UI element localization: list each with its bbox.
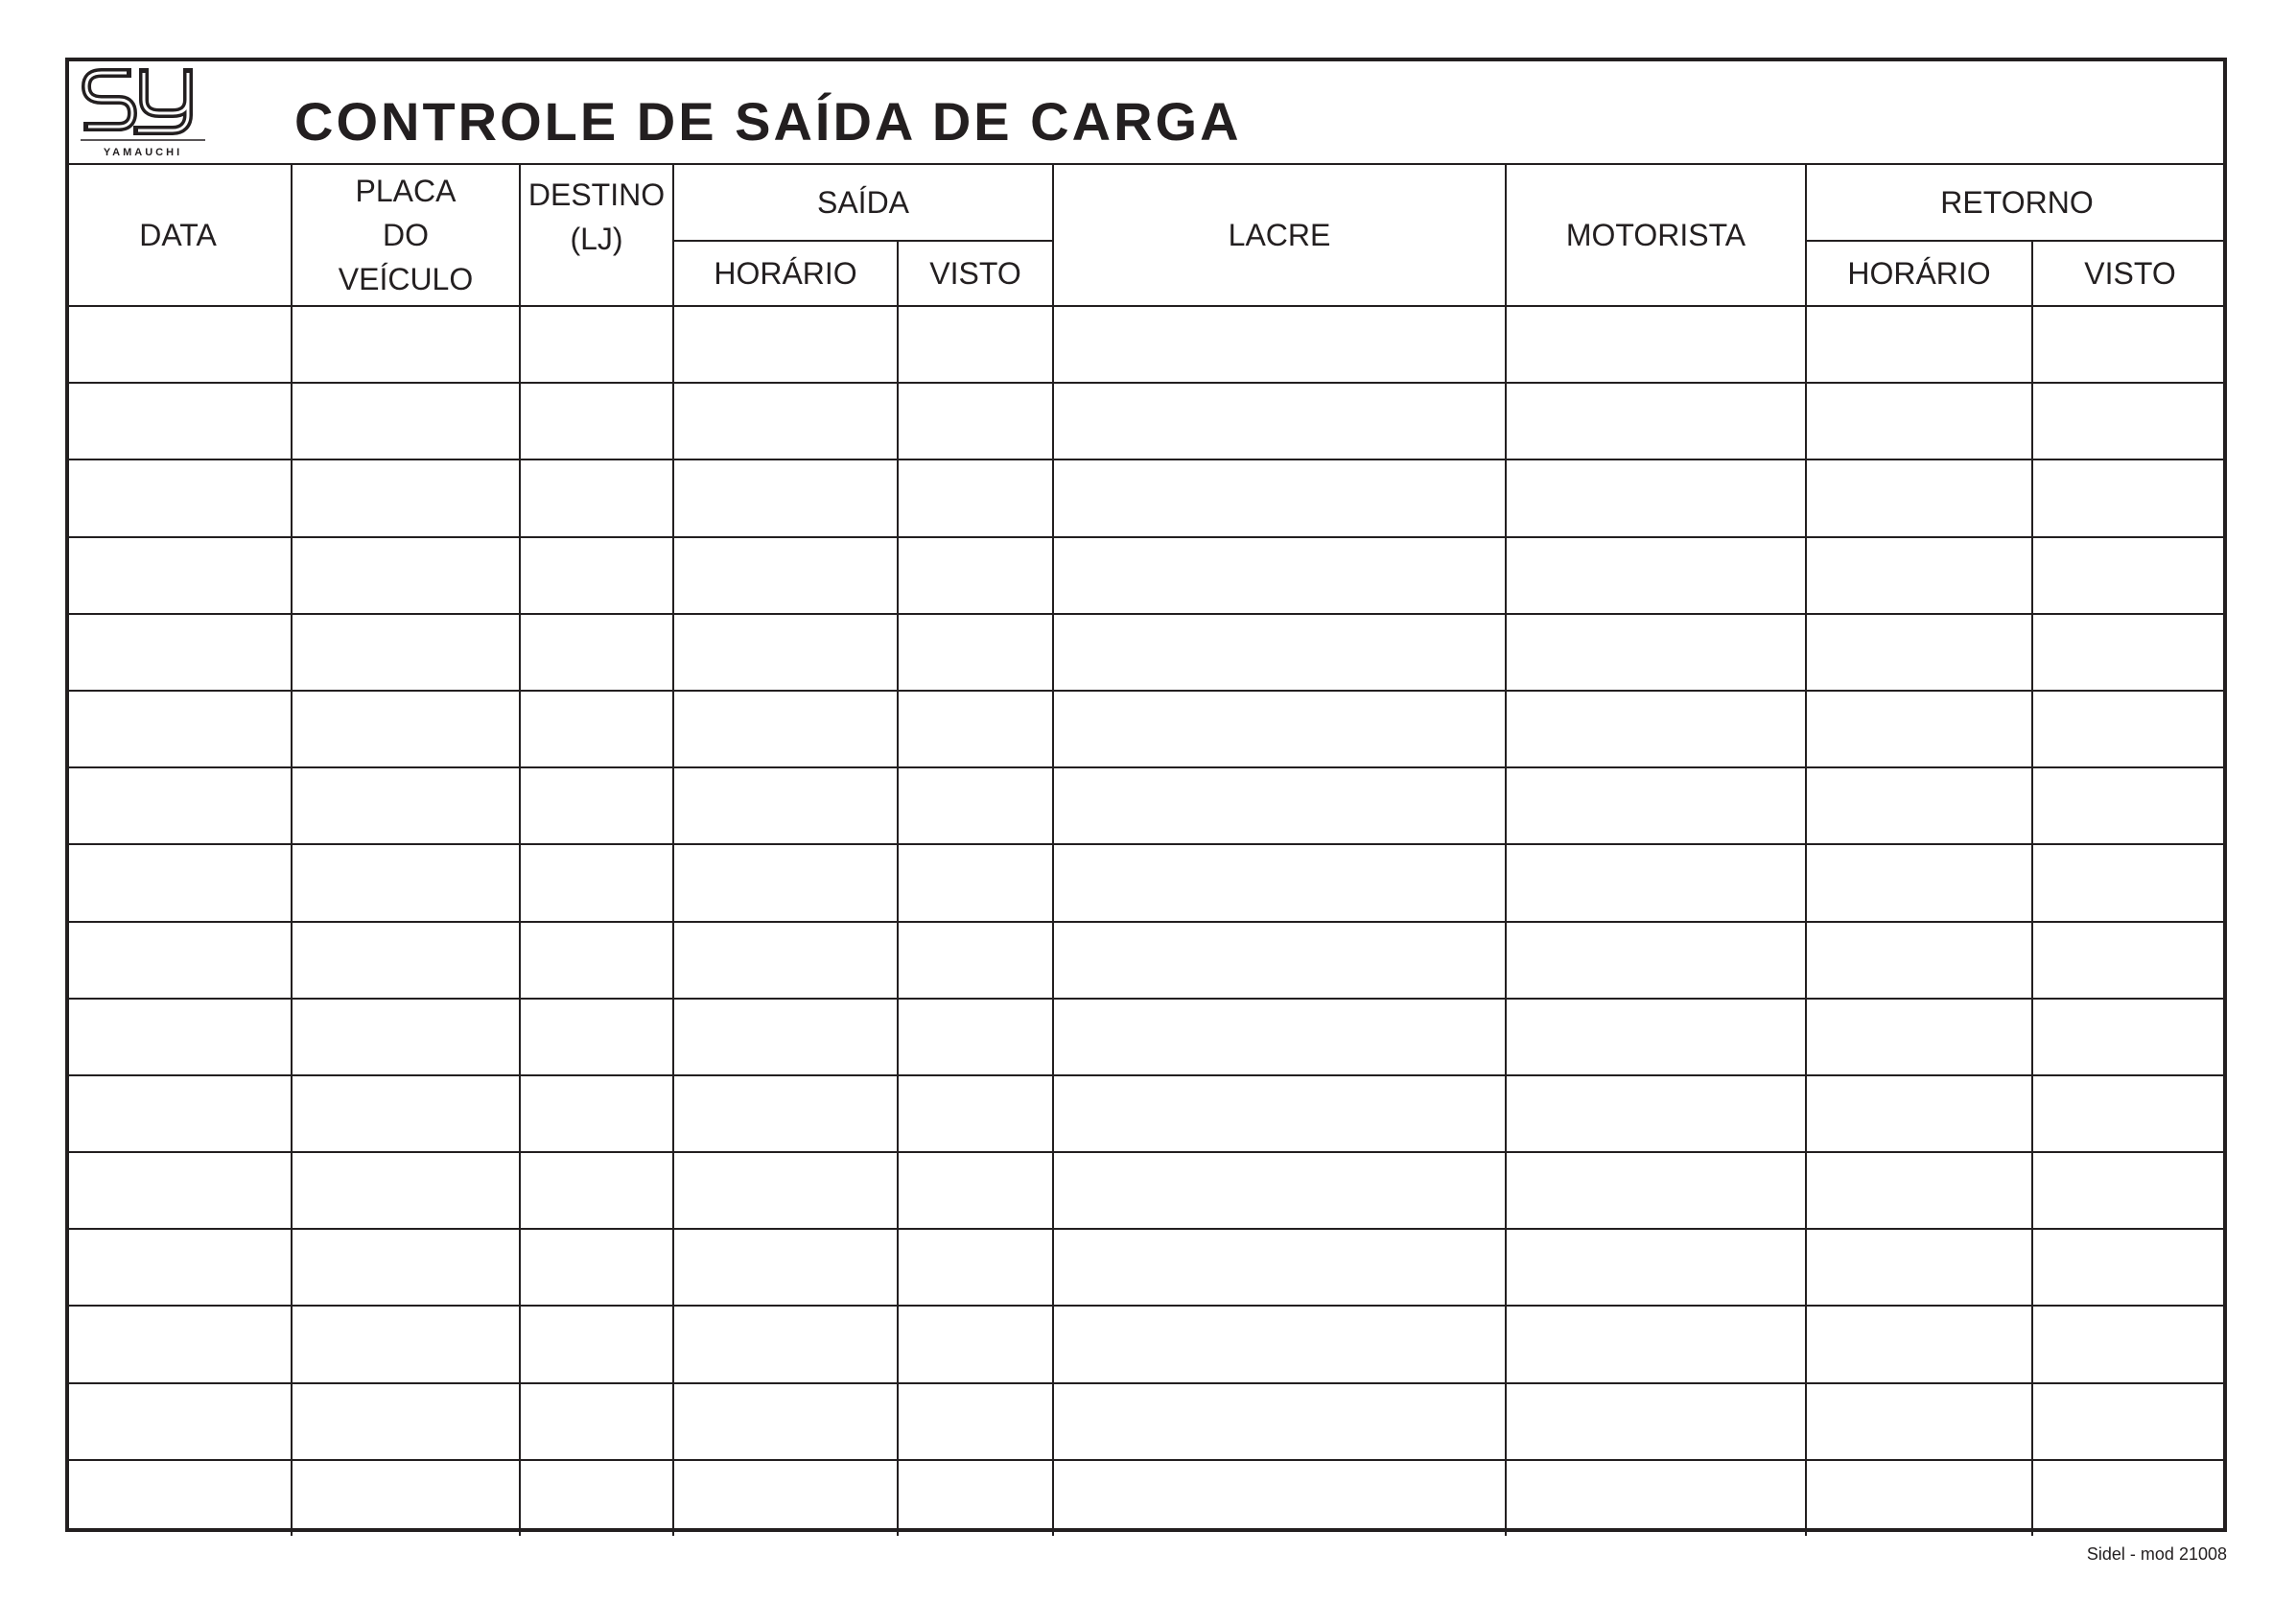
table-row — [65, 999, 2227, 1075]
cell-motorista[interactable] — [1506, 1075, 1806, 1152]
cell-retorno-horario[interactable] — [1806, 767, 2032, 844]
cell-retorno-visto[interactable] — [2032, 999, 2227, 1075]
cell-placa[interactable] — [292, 1306, 520, 1382]
cell-destino[interactable] — [520, 1306, 673, 1382]
cell-lacre[interactable] — [1053, 1383, 1506, 1460]
cell-motorista[interactable] — [1506, 1152, 1806, 1229]
placa-line-1: PLACA — [355, 174, 457, 208]
cell-retorno-visto[interactable] — [2032, 1152, 2227, 1229]
cell-motorista[interactable] — [1506, 1229, 1806, 1306]
cell-retorno-visto[interactable] — [2032, 1075, 2227, 1152]
cell-data[interactable] — [65, 1306, 292, 1382]
placa-line-2: DO — [383, 218, 429, 252]
cell-saida-visto[interactable] — [898, 844, 1053, 921]
cell-saida-visto[interactable] — [898, 922, 1053, 999]
cell-data[interactable] — [65, 537, 292, 614]
cell-data[interactable] — [65, 767, 292, 844]
cell-retorno-visto[interactable] — [2032, 767, 2227, 844]
destino-line-2: (LJ) — [570, 222, 623, 256]
cell-retorno-horario[interactable] — [1806, 614, 2032, 691]
cell-retorno-visto[interactable] — [2032, 537, 2227, 614]
cell-placa[interactable] — [292, 1229, 520, 1306]
cell-motorista[interactable] — [1506, 537, 1806, 614]
cell-saida-horario[interactable] — [673, 1075, 898, 1152]
cell-saida-horario[interactable] — [673, 306, 898, 383]
cell-lacre[interactable] — [1053, 1152, 1506, 1229]
cell-data[interactable] — [65, 459, 292, 536]
form-body — [65, 306, 2227, 1536]
cell-data[interactable] — [65, 383, 292, 459]
cell-motorista[interactable] — [1506, 691, 1806, 767]
cell-motorista[interactable] — [1506, 306, 1806, 383]
col-retorno-header: RETORNO — [1806, 164, 2227, 241]
cell-retorno-visto[interactable] — [2032, 459, 2227, 536]
form-sheet — [65, 58, 2227, 1532]
cell-lacre[interactable] — [1053, 459, 1506, 536]
cell-retorno-horario[interactable] — [1806, 383, 2032, 459]
cell-motorista[interactable] — [1506, 1306, 1806, 1382]
cell-saida-horario[interactable] — [673, 1306, 898, 1382]
cell-placa[interactable] — [292, 922, 520, 999]
cell-motorista[interactable] — [1506, 1460, 1806, 1536]
cell-saida-visto[interactable] — [898, 1460, 1053, 1536]
cell-data[interactable] — [65, 999, 292, 1075]
cell-saida-visto[interactable] — [898, 1075, 1053, 1152]
cell-destino[interactable] — [520, 537, 673, 614]
cell-placa[interactable] — [292, 999, 520, 1075]
placa-line-3: VEÍCULO — [338, 262, 474, 296]
table-row — [65, 767, 2227, 844]
cell-destino[interactable] — [520, 1229, 673, 1306]
cell-destino[interactable] — [520, 1075, 673, 1152]
cell-motorista[interactable] — [1506, 999, 1806, 1075]
table-row — [65, 922, 2227, 999]
cell-lacre[interactable] — [1053, 383, 1506, 459]
cell-saida-horario[interactable] — [673, 1383, 898, 1460]
cell-saida-horario[interactable] — [673, 1152, 898, 1229]
cell-saida-horario[interactable] — [673, 1460, 898, 1536]
cell-saida-horario[interactable] — [673, 691, 898, 767]
cell-saida-visto[interactable] — [898, 1152, 1053, 1229]
cell-placa[interactable] — [292, 537, 520, 614]
cell-destino[interactable] — [520, 1152, 673, 1229]
table-row — [65, 459, 2227, 536]
cell-retorno-horario[interactable] — [1806, 922, 2032, 999]
cell-saida-visto[interactable] — [898, 999, 1053, 1075]
cell-retorno-horario[interactable] — [1806, 844, 2032, 921]
col-data-header: DATA — [65, 164, 292, 306]
destino-line-1: DESTINO — [527, 177, 666, 212]
table-row — [65, 306, 2227, 383]
cell-saida-visto[interactable] — [898, 537, 1053, 614]
cell-saida-horario[interactable] — [673, 383, 898, 459]
cell-retorno-visto[interactable] — [2032, 1306, 2227, 1382]
cell-data[interactable] — [65, 1383, 292, 1460]
table-row — [65, 614, 2227, 691]
cell-lacre[interactable] — [1053, 999, 1506, 1075]
cell-data[interactable] — [65, 306, 292, 383]
cell-motorista[interactable] — [1506, 922, 1806, 999]
cell-retorno-visto[interactable] — [2032, 614, 2227, 691]
cell-destino[interactable] — [520, 844, 673, 921]
table-row — [65, 537, 2227, 614]
cell-lacre[interactable] — [1053, 1075, 1506, 1152]
table-row — [65, 691, 2227, 767]
cell-motorista[interactable] — [1506, 614, 1806, 691]
cell-saida-visto[interactable] — [898, 1229, 1053, 1306]
cell-retorno-visto[interactable] — [2032, 1460, 2227, 1536]
cell-saida-horario[interactable] — [673, 767, 898, 844]
cell-placa[interactable] — [292, 306, 520, 383]
cell-retorno-horario[interactable] — [1806, 459, 2032, 536]
table-row — [65, 1229, 2227, 1306]
cell-retorno-horario[interactable] — [1806, 1152, 2032, 1229]
col-saida-visto-header: VISTO — [898, 241, 1053, 306]
cell-saida-visto[interactable] — [898, 691, 1053, 767]
cell-data[interactable] — [65, 844, 292, 921]
cell-saida-horario[interactable] — [673, 459, 898, 536]
cell-lacre[interactable] — [1053, 691, 1506, 767]
yamauchi-logo-icon — [81, 65, 211, 161]
cell-placa[interactable] — [292, 767, 520, 844]
cell-saida-horario[interactable] — [673, 999, 898, 1075]
cell-retorno-horario[interactable] — [1806, 1075, 2032, 1152]
cell-lacre[interactable] — [1053, 767, 1506, 844]
cell-placa[interactable] — [292, 691, 520, 767]
cell-placa[interactable] — [292, 459, 520, 536]
col-placa-header — [292, 164, 520, 306]
cell-placa[interactable] — [292, 614, 520, 691]
cargo-exit-table — [65, 163, 2227, 1536]
col-motorista-header: MOTORISTA — [1506, 164, 1806, 306]
cell-lacre[interactable] — [1053, 1460, 1506, 1536]
cell-retorno-horario[interactable] — [1806, 306, 2032, 383]
cell-destino[interactable] — [520, 306, 673, 383]
col-lacre-header: LACRE — [1053, 164, 1506, 306]
cell-retorno-visto[interactable] — [2032, 1229, 2227, 1306]
cell-retorno-horario[interactable] — [1806, 999, 2032, 1075]
cell-retorno-visto[interactable] — [2032, 922, 2227, 999]
cell-saida-horario[interactable] — [673, 922, 898, 999]
cell-placa[interactable] — [292, 1383, 520, 1460]
cell-data[interactable] — [65, 691, 292, 767]
table-row — [65, 1152, 2227, 1229]
table-row — [65, 1383, 2227, 1460]
cell-retorno-horario[interactable] — [1806, 1306, 2032, 1382]
form-code: Sidel - mod 21008 — [2086, 1544, 2227, 1564]
cell-data[interactable] — [65, 922, 292, 999]
cell-retorno-horario[interactable] — [1806, 537, 2032, 614]
table-row — [65, 844, 2227, 921]
cell-saida-visto[interactable] — [898, 767, 1053, 844]
table-row — [65, 1075, 2227, 1152]
cell-destino[interactable] — [520, 614, 673, 691]
cell-placa[interactable] — [292, 383, 520, 459]
cell-saida-horario[interactable] — [673, 844, 898, 921]
table-row — [65, 1460, 2227, 1536]
table-row — [65, 383, 2227, 459]
cell-lacre[interactable] — [1053, 306, 1506, 383]
cell-motorista[interactable] — [1506, 383, 1806, 459]
col-saida-header: SAÍDA — [673, 164, 1053, 241]
cell-destino[interactable] — [520, 459, 673, 536]
cell-destino[interactable] — [520, 767, 673, 844]
cell-saida-visto[interactable] — [898, 459, 1053, 536]
col-retorno-horario-header: HORÁRIO — [1806, 241, 2032, 306]
cell-motorista[interactable] — [1506, 844, 1806, 921]
cell-placa[interactable] — [292, 1460, 520, 1536]
cell-placa[interactable] — [292, 1075, 520, 1152]
cell-retorno-horario[interactable] — [1806, 1229, 2032, 1306]
cell-motorista[interactable] — [1506, 767, 1806, 844]
col-retorno-visto-header: VISTO — [2032, 241, 2227, 306]
cell-lacre[interactable] — [1053, 1229, 1506, 1306]
cell-retorno-horario[interactable] — [1806, 1460, 2032, 1536]
col-saida-horario-header: HORÁRIO — [673, 241, 898, 306]
cell-data[interactable] — [65, 614, 292, 691]
cell-placa[interactable] — [292, 844, 520, 921]
cell-lacre[interactable] — [1053, 614, 1506, 691]
cell-destino[interactable] — [520, 691, 673, 767]
cell-destino[interactable] — [520, 922, 673, 999]
cell-retorno-visto[interactable] — [2032, 691, 2227, 767]
cell-retorno-visto[interactable] — [2032, 383, 2227, 459]
cell-lacre[interactable] — [1053, 1306, 1506, 1382]
cell-destino[interactable] — [520, 1383, 673, 1460]
cell-saida-horario[interactable] — [673, 614, 898, 691]
cell-destino[interactable] — [520, 1460, 673, 1536]
cell-data[interactable] — [65, 1229, 292, 1306]
table-row — [65, 1306, 2227, 1382]
cell-saida-horario[interactable] — [673, 537, 898, 614]
cell-retorno-horario[interactable] — [1806, 691, 2032, 767]
cell-saida-visto[interactable] — [898, 614, 1053, 691]
cell-retorno-visto[interactable] — [2032, 1383, 2227, 1460]
cell-saida-visto[interactable] — [898, 1383, 1053, 1460]
cell-data[interactable] — [65, 1460, 292, 1536]
cell-lacre[interactable] — [1053, 922, 1506, 999]
cell-motorista[interactable] — [1506, 1383, 1806, 1460]
cell-retorno-horario[interactable] — [1806, 1383, 2032, 1460]
cell-retorno-visto[interactable] — [2032, 844, 2227, 921]
cell-saida-horario[interactable] — [673, 1229, 898, 1306]
form-title: CONTROLE DE SAÍDA DE CARGA — [294, 91, 1242, 152]
cell-destino[interactable] — [520, 383, 673, 459]
col-destino-header — [520, 164, 673, 306]
cell-lacre[interactable] — [1053, 537, 1506, 614]
cell-destino[interactable] — [520, 999, 673, 1075]
cell-motorista[interactable] — [1506, 459, 1806, 536]
cell-data[interactable] — [65, 1152, 292, 1229]
cell-retorno-visto[interactable] — [2032, 306, 2227, 383]
cell-lacre[interactable] — [1053, 844, 1506, 921]
cell-saida-visto[interactable] — [898, 383, 1053, 459]
cell-placa[interactable] — [292, 1152, 520, 1229]
cell-saida-visto[interactable] — [898, 1306, 1053, 1382]
cell-data[interactable] — [65, 1075, 292, 1152]
logo-text: YAMAUCHI — [103, 147, 183, 158]
cell-saida-visto[interactable] — [898, 306, 1053, 383]
